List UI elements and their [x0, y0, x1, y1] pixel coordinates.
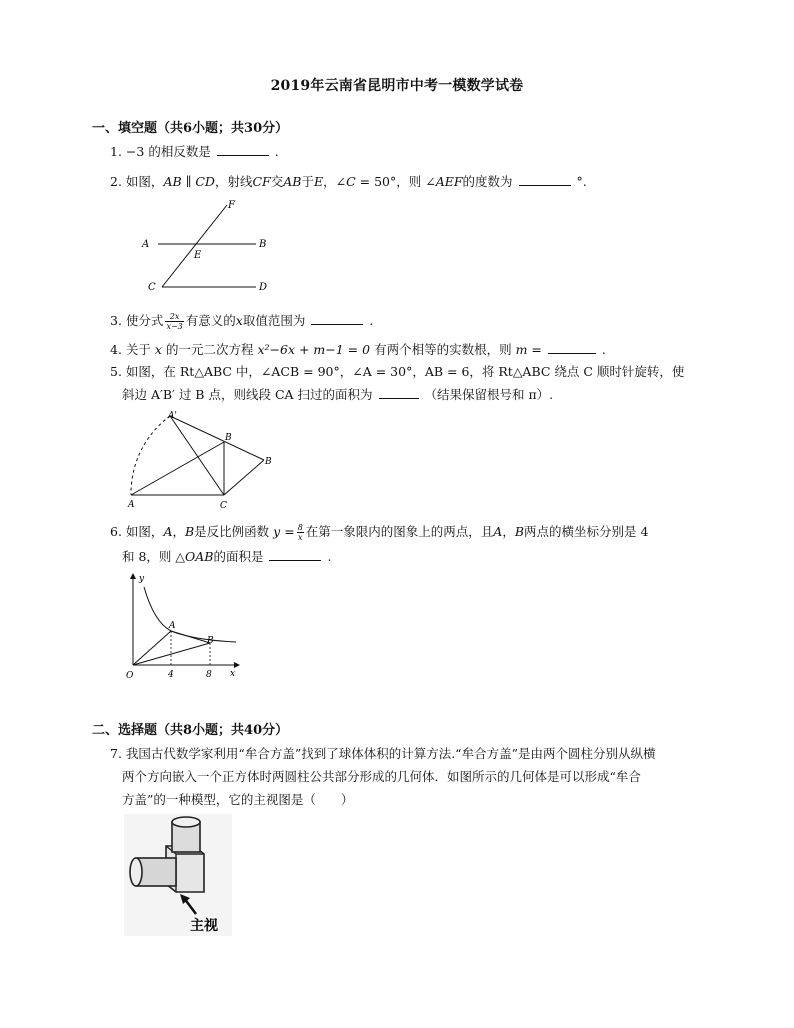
q6-text-b: A [163, 524, 173, 539]
q6-text-j: B [514, 524, 525, 539]
q6-text-f: y = [273, 524, 295, 539]
question-number: 7. [110, 746, 122, 761]
question-7 [110, 743, 655, 764]
inverse-function-figure [124, 572, 254, 682]
question-text-end: . [274, 144, 279, 159]
side-a1b1 [170, 416, 264, 460]
q6-line-2a: 和 8，则 △ [122, 549, 186, 564]
q6-text-g: 在第一象限内的图象上的两点，且 [305, 524, 494, 539]
tick-label-4: 4 [168, 670, 174, 680]
q7-line-1: 我国古代数学家利用“牟合方盖”找到了球体体积的计算方法.“牟合方盖”是由两个圆柱分别从纵横 [125, 746, 656, 761]
fraction [297, 523, 304, 542]
section-heading-multiple-choice: 二、选择题（共8小题；共40分） [92, 723, 289, 738]
question-5 [110, 361, 684, 382]
q6-line-2d: . [327, 549, 332, 564]
label-a-prime: A' [168, 411, 177, 421]
parallel-lines-figure [138, 196, 278, 296]
q6-line-2c: 的面积是 [213, 549, 264, 564]
label-a: A [142, 239, 150, 250]
side-a1c [170, 416, 224, 495]
label-b-prime: B [265, 457, 272, 467]
q2-text-g: 于 [301, 174, 314, 189]
q3-text-c: x [235, 313, 243, 328]
hyperbola-curve [144, 587, 236, 642]
label-b: B [259, 239, 267, 250]
q4-text-b: x [154, 342, 162, 357]
side-ab [131, 442, 224, 495]
q5-line-1: 如图，在 Rt△ABC 中，∠ACB = 90°，∠A = 30°，AB = 6，将 Rt△ABC 绕点 C 顺时针旋转，使 [125, 364, 685, 379]
rotated-triangle-figure [124, 408, 284, 513]
q3-text-e: . [369, 313, 374, 328]
q2-text-n: °. [576, 174, 587, 189]
label-e: E [194, 250, 202, 261]
label-b: B [207, 636, 214, 646]
mouhe-fanggai-model-figure [124, 814, 232, 936]
fraction-denominator: x [297, 533, 303, 542]
q6-line-2b: OAB [185, 549, 214, 564]
question-2 [110, 171, 587, 192]
fraction-numerator: 2x [165, 312, 183, 322]
question-6 [110, 521, 648, 542]
q4-text-e: 有两个相等的实数根，则 [374, 342, 512, 357]
question-number: 5. [110, 364, 122, 379]
q3-text-d: 取值范围为 [242, 313, 306, 328]
question-number: 4. [110, 342, 122, 357]
label-y: y [139, 574, 145, 584]
question-5-line-2 [122, 384, 553, 405]
q2-text-f: AB [283, 174, 302, 189]
q2-text-m: 的度数为 [462, 174, 513, 189]
section-heading-fill-in: 一、填空题（共6小题；共30分） [92, 121, 289, 136]
q5-line-2a: 斜边 A′B′ 过 B 点，则线段 CA 扫过的面积为 [122, 387, 373, 402]
question-6-line-2 [122, 546, 331, 567]
answer-blank [548, 341, 596, 354]
question-3 [110, 310, 373, 331]
q6-text-k: 两点的横坐标分别是 4 [524, 524, 649, 539]
q2-text-i: ，∠ [323, 174, 347, 189]
q6-text-c: ， [172, 524, 185, 539]
label-a: A [169, 621, 176, 631]
q4-text-f: m = [515, 342, 542, 357]
page-title: 2019年云南省昆明市中考一模数学试卷 [270, 78, 524, 94]
q2-text-a: 如图， [125, 174, 164, 189]
q2-text-b: AB ∥ CD [163, 174, 215, 189]
fraction [165, 312, 183, 331]
label-o: O [126, 671, 134, 681]
front-view-label: 主视 [190, 918, 218, 934]
q2-text-j: C [346, 174, 356, 189]
question-number: 6. [110, 524, 122, 539]
q2-text-k: = 50°，则 ∠ [355, 174, 436, 189]
segment-ab [171, 631, 210, 643]
q2-text-l: AEF [435, 174, 463, 189]
q2-text-h: E [313, 174, 324, 189]
label-f: F [228, 200, 235, 211]
answer-blank [217, 143, 269, 156]
ray-cf [162, 205, 227, 287]
q4-text-a: 关于 [125, 342, 151, 357]
tick-label-8: 8 [206, 670, 212, 680]
q6-text-h: A [493, 524, 503, 539]
arc-ca-swept [131, 416, 170, 495]
question-number: 1. [110, 144, 122, 159]
question-4 [110, 339, 606, 360]
answer-blank [311, 312, 363, 325]
q5-line-2b: （结果保留根号和 π）. [424, 387, 554, 402]
q4-equation: x²−6x + m−1 = 0 [257, 342, 371, 357]
label-d: D [259, 282, 268, 293]
label-x: x [230, 669, 236, 679]
q6-text-a: 如图， [125, 524, 164, 539]
fraction-denominator: x−3 [166, 322, 183, 331]
q6-text-d: B [184, 524, 195, 539]
q2-text-c: ，射线 [214, 174, 253, 189]
question-number: 2. [110, 174, 122, 189]
answer-blank [379, 386, 419, 399]
side-b1c [224, 460, 264, 495]
q2-text-e: 交 [270, 174, 284, 189]
label-b: B [225, 433, 232, 443]
label-c: C [148, 282, 156, 293]
q6-text-i: ， [502, 524, 515, 539]
answer-blank [519, 173, 571, 186]
question-1 [110, 141, 279, 162]
q3-text-b: 有意义的 [185, 313, 236, 328]
question-text: −3 的相反数是 [125, 144, 211, 159]
label-a: A [128, 500, 135, 510]
question-7-line-3: 方盖”的一种模型，它的主视图是（ ） [122, 792, 354, 807]
q2-text-d: CF [252, 174, 271, 189]
label-c: C [220, 501, 227, 511]
fraction-numerator: 8 [297, 523, 303, 532]
question-number: 3. [110, 313, 122, 328]
q3-text-a: 使分式 [125, 313, 164, 328]
q6-text-e: 是反比例函数 [194, 524, 270, 539]
q4-text-g: . [601, 342, 606, 357]
q4-text-c: 的一元二次方程 [165, 342, 254, 357]
answer-blank [269, 548, 321, 561]
question-7-line-2: 两个方向嵌入一个正方体时两圆柱公共部分形成的几何体．如图所示的几何体是可以形成“牟合 [122, 769, 641, 784]
